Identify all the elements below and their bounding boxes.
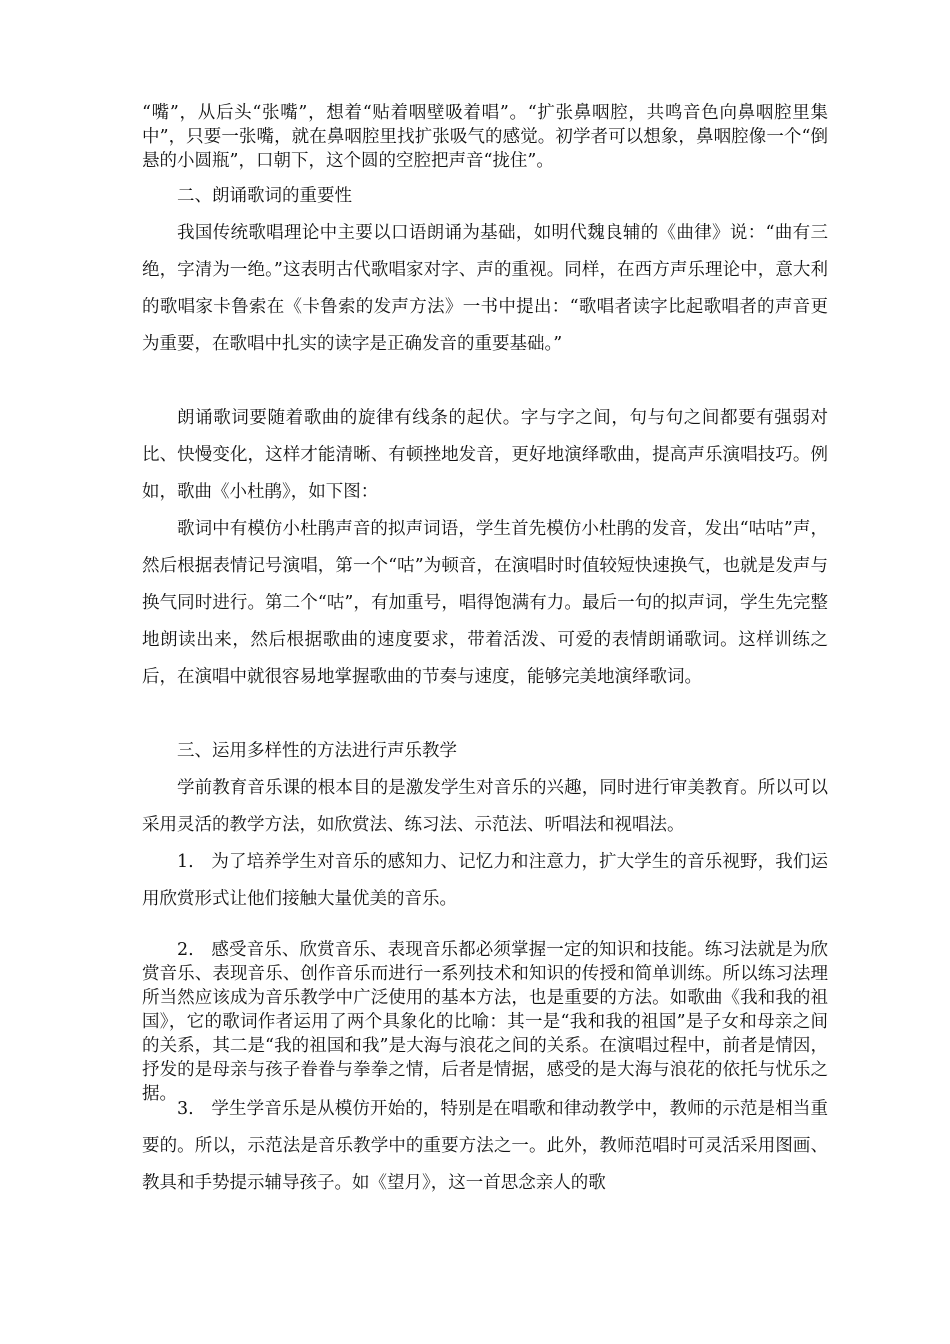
paragraph-traditional-theory: 我国传统歌唱理论中主要以口语朗诵为基础，如明代魏良辅的《曲律》说：“曲有三绝，字清为一绝。”这表明古代歌唱家对字、声的重视。同样，在西方声乐理论中，意大利的歌唱家卡鲁索在《卡鲁索的发声方法》一书中提出：“歌唱者读字比起歌唱者的声音更为重要，在歌唱中扎实的读字是正确发音的重要基础。”: [142, 223, 828, 354]
list-item-appreciation-method: 1. 为了培养学生对音乐的感知力、记忆力和注意力，扩大学生的音乐视野，我们运用欣赏形式让他们接触大量优美的音乐。: [142, 852, 828, 909]
paragraph-breathing-technique: “嘴”，从后头“张嘴”，想着“贴着咽壁吸着唱”。“扩张鼻咽腔，共鸣音色向鼻咽腔里集中”，只要一张嘴，就在鼻咽腔里找扩张吸气的感觉。初学者可以想象，鼻咽腔像一个“倒悬的小圆瓶”，口朝下，这个圆的空腔把声音“拢住”。: [142, 103, 828, 171]
paragraph-teaching-purpose: 学前教育音乐课的根本目的是激发学生对音乐的兴趣，同时进行审美教育。所以可以采用灵活的教学方法，如欣赏法、练习法、示范法、听唱法和视唱法。: [142, 778, 828, 835]
heading-diverse-methods: 三、运用多样性的方法进行声乐教学: [177, 741, 457, 761]
list-item-demonstration-method: 3. 学生学音乐是从模仿开始的，特别是在唱歌和律动教学中，教师的示范是相当重要的。所以，示范法是音乐教学中的重要方法之一。此外，教师范唱时可灵活采用图画、教具和手势提示辅导孩子。如《望月》，这一首思念亲人的歌: [142, 1099, 828, 1193]
paragraph-recitation-rhythm: 朗诵歌词要随着歌曲的旋律有线条的起伏。字与字之间，句与句之间都要有强弱对比、快慢变化，这样才能清晰、有顿挫地发音，更好地演绎歌曲，提高声乐演唱技巧。例如，歌曲《小杜鹃》，如下图：: [142, 408, 828, 502]
heading-lyric-recitation: 二、朗诵歌词的重要性: [177, 186, 352, 206]
list-item-practice-method: 2. 感受音乐、欣赏音乐、表现音乐都必须掌握一定的知识和技能。练习法就是为欣赏音乐、表现音乐、创作音乐而进行一系列技术和知识的传授和简单训练。所以练习法理所当然应该成为音乐教学中广泛使用的基本方法，也是重要的方法。如歌曲《我和我的祖国》，它的歌词作者运用了两个具象化的比喻：其一是“我和我的祖国”是子女和母亲之间的关系，其二是“我的祖国和我”是大海与浪花之间的关系。在演唱过程中，前者是情因，抒发的是母亲与孩子眷眷与拳拳之情，后者是情据，感受的是大海与浪花的依托与忧乐之据。: [142, 940, 828, 1104]
paragraph-cuckoo-example: 歌词中有模仿小杜鹃声音的拟声词语，学生首先模仿小杜鹃的发音，发出“咕咕”声，然后根据表情记号演唱，第一个“咕”为顿音，在演唱时时值较短快速换气，也就是发声与换气同时进行。第二个“咕”，有加重号，唱得饱满有力。最后一句的拟声词，学生先完整地朗读出来，然后根据歌曲的速度要求，带着活泼、可爱的表情朗诵歌词。这样训练之后，在演唱中就很容易地掌握歌曲的节奏与速度，能够完美地演绎歌词。: [142, 519, 828, 687]
